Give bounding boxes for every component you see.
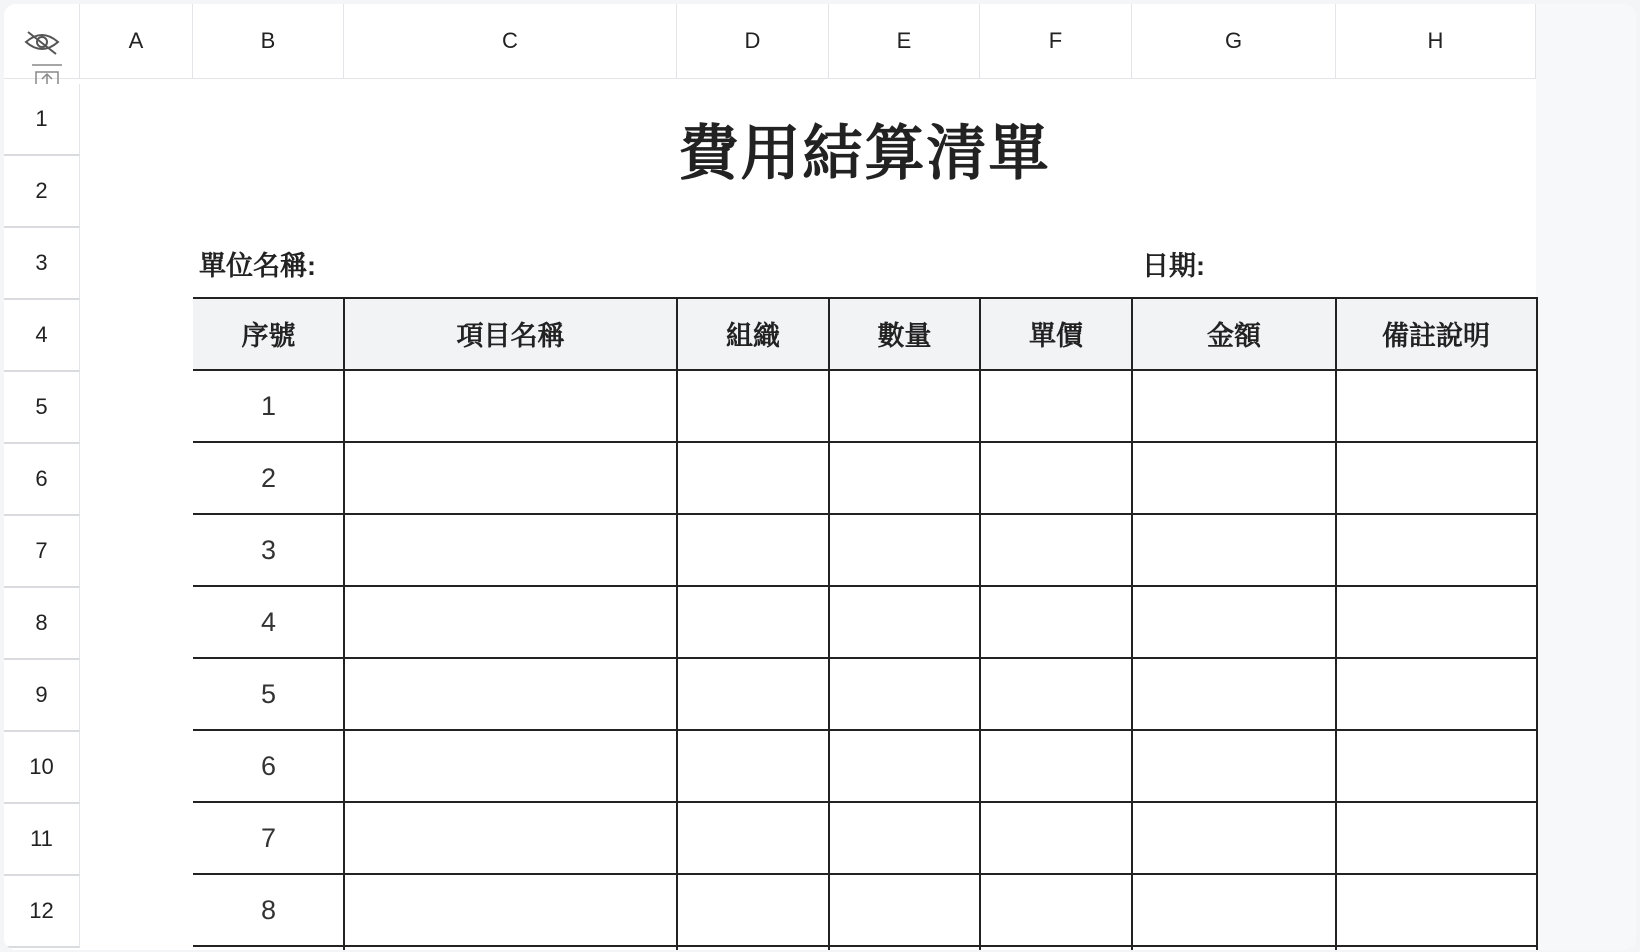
- sheet-title[interactable]: 費用結算清單: [678, 120, 1051, 187]
- row-header-9[interactable]: 9: [4, 660, 80, 732]
- row-header-7[interactable]: 7: [4, 516, 80, 588]
- row-header-2[interactable]: 2: [4, 156, 80, 228]
- date-label[interactable]: 日期:: [1142, 251, 1205, 281]
- row-header-11[interactable]: 11: [4, 804, 80, 876]
- table-cell-serial[interactable]: 5: [260, 678, 277, 709]
- column-header-e[interactable]: E: [829, 4, 980, 79]
- table-header-price[interactable]: 單價: [980, 297, 1132, 369]
- table-cell-serial[interactable]: 8: [260, 894, 277, 925]
- column-header-d[interactable]: D: [677, 4, 829, 79]
- row-header-1[interactable]: 1: [4, 84, 80, 156]
- corner-cell[interactable]: [4, 4, 80, 79]
- row-header-8[interactable]: 8: [4, 588, 80, 660]
- table-border: [1131, 297, 1133, 950]
- table-border: [676, 297, 678, 950]
- row-header-3[interactable]: 3: [4, 228, 80, 300]
- table-border: [979, 297, 981, 950]
- row-header-4[interactable]: 4: [4, 300, 80, 372]
- spreadsheet: [4, 4, 1636, 950]
- table-cell-serial[interactable]: 2: [260, 462, 277, 493]
- table-header-org[interactable]: 組織: [677, 297, 829, 369]
- table-cell-serial[interactable]: 7: [260, 822, 277, 853]
- table-cell-serial[interactable]: 1: [260, 390, 277, 421]
- column-header-a[interactable]: A: [80, 4, 193, 79]
- table-cell-serial[interactable]: 4: [260, 606, 277, 637]
- table-border: [828, 297, 830, 950]
- table-border: [1335, 297, 1337, 950]
- table-cell-serial[interactable]: 3: [260, 534, 277, 565]
- row-header-10[interactable]: 10: [4, 732, 80, 804]
- table-header-amount[interactable]: 金額: [1132, 297, 1336, 369]
- table-header-item[interactable]: 項目名稱: [344, 297, 677, 369]
- table-cell-serial[interactable]: 6: [260, 750, 277, 781]
- sheet-right-gutter: [1536, 4, 1636, 950]
- row-header-12[interactable]: 12: [4, 876, 80, 948]
- unit-name-label[interactable]: 單位名稱:: [199, 251, 316, 281]
- table-header-remarks[interactable]: 備註說明: [1336, 297, 1536, 369]
- row-header-6[interactable]: 6: [4, 444, 80, 516]
- table-border: [343, 297, 345, 950]
- row-header-5[interactable]: 5: [4, 372, 80, 444]
- column-header-b[interactable]: B: [193, 4, 344, 79]
- column-header-c[interactable]: C: [344, 4, 677, 79]
- table-header-serial[interactable]: 序號: [193, 297, 344, 369]
- table-border: [1536, 297, 1538, 950]
- column-header-g[interactable]: G: [1132, 4, 1336, 79]
- column-header-h[interactable]: H: [1336, 4, 1536, 79]
- table-header-quantity[interactable]: 數量: [829, 297, 980, 369]
- column-header-f[interactable]: F: [980, 4, 1132, 79]
